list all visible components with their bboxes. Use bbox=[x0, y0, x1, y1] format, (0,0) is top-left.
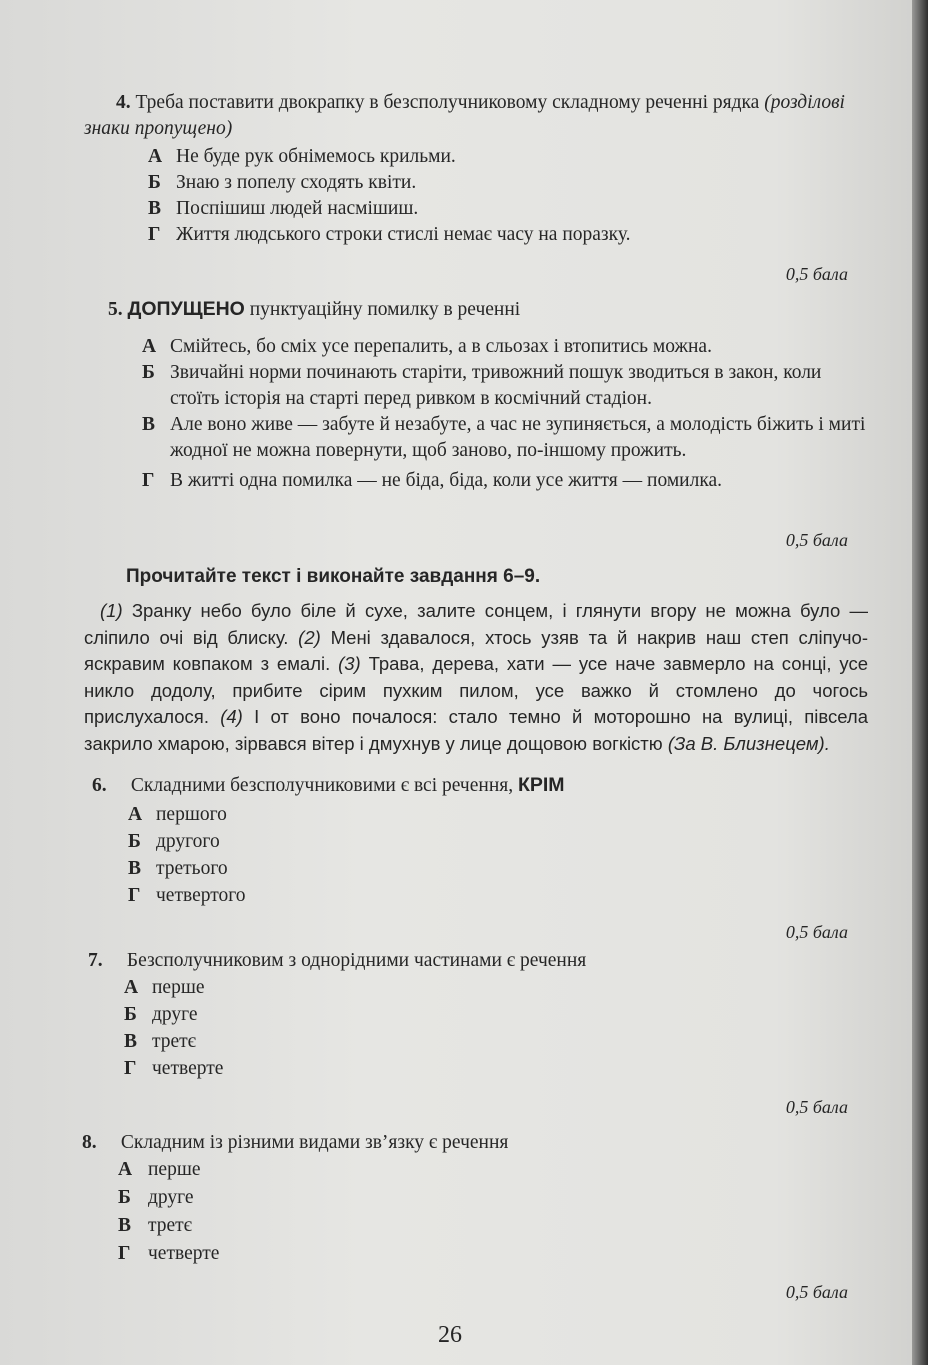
sentence-3-number: (3) bbox=[338, 653, 361, 674]
question-7-number: 7. bbox=[88, 950, 103, 971]
question-8-option-b[interactable]: Б друге bbox=[118, 1187, 194, 1208]
sentence-1: Зранку небо було біле й сухе, залите сонцем, і глянути вгору не можна було — сліпило очі від блиску. bbox=[84, 600, 868, 648]
question-7-stem: Безсполучниковим з однорідними частинами є речення bbox=[126, 950, 587, 971]
question-5-options bbox=[142, 334, 868, 494]
question-6-option-a[interactable]: А першого bbox=[128, 804, 227, 825]
question-4-stem: Треба поставити двокрапку в безсполучниковому складному реченні рядка bbox=[135, 92, 760, 113]
question-5-score: 0,5 бала bbox=[785, 530, 848, 550]
sentence-2: Мені здавалося, хтось узяв та й накрив наш степ сліпучо-яскравим ковпаком з емалі. bbox=[84, 626, 869, 674]
question-8-text bbox=[82, 1130, 858, 1156]
question-5-option-d[interactable]: Г В житті одна помилка — не біда, біда, коли усе життя — помилка. bbox=[142, 470, 723, 491]
sentence-4: І от воно почалося: стало темно й моторошно на вулиці, півсела закрило хмарою, зірвався вітер і дмухнув у лице дощовою вогкістю bbox=[84, 706, 868, 754]
reading-passage bbox=[84, 598, 868, 757]
question-5-option-c[interactable]: В Але воно живе — забуте й незабуте, а час не зупиняється, а молодість біжить і миті жодної не можна повернути, щоб заново, по-іншому прожить. bbox=[142, 414, 866, 461]
page-number: 26 bbox=[438, 1322, 462, 1348]
question-5-stem: пунктуаційну помилку в реченні bbox=[249, 299, 521, 320]
question-6-emphasis: КРІМ bbox=[517, 774, 565, 796]
question-7-option-a[interactable]: А перше bbox=[124, 977, 205, 998]
question-4-option-c[interactable]: В Поспішиш людей насмішиш. bbox=[148, 198, 419, 219]
sentence-4-number: (4) bbox=[220, 706, 243, 727]
sentence-2-number: (2) bbox=[298, 626, 321, 648]
question-7-options bbox=[124, 974, 223, 1082]
question-6-stem: Складними безсполучниковими є всі речення, bbox=[130, 775, 514, 796]
question-6-text bbox=[92, 772, 868, 799]
question-4-number: 4. bbox=[116, 92, 131, 113]
question-7-option-b[interactable]: Б друге bbox=[124, 1004, 198, 1025]
question-6-number: 6. bbox=[92, 775, 107, 796]
question-4-option-b[interactable]: Б Знаю з попелу сходять квіти. bbox=[148, 172, 417, 193]
question-4-options bbox=[148, 144, 868, 248]
question-6-option-b[interactable]: Б другого bbox=[128, 831, 220, 852]
question-8-score: 0,5 бала bbox=[785, 1282, 848, 1302]
question-4-note: (розділові знаки пропущено) bbox=[84, 92, 845, 139]
question-5-number: 5. bbox=[108, 299, 123, 320]
question-5-option-a[interactable]: А Смійтесь, бо сміх усе перепалить, а в сльозах і втопитись можна. bbox=[142, 336, 712, 357]
question-6-option-c[interactable]: В третього bbox=[128, 858, 228, 879]
question-7-score: 0,5 бала bbox=[785, 1097, 848, 1117]
question-7-option-c[interactable]: В третє bbox=[124, 1031, 197, 1052]
question-8-option-c[interactable]: В третє bbox=[118, 1215, 193, 1236]
question-4-score: 0,5 бала bbox=[785, 264, 848, 284]
question-5-emphasis: ДОПУЩЕНО bbox=[127, 298, 245, 320]
question-5-option-b[interactable]: Б Звичайні норми починають старіти, тривожний пошук зводиться в закон, коли стоїть історія на старті перед ривком в космічний стадіон. bbox=[142, 362, 822, 409]
reading-source: (За В. Близнецем). bbox=[667, 732, 830, 754]
reading-title: Прочитайте текст і виконайте завдання 6–9. bbox=[126, 566, 541, 587]
question-8-number: 8. bbox=[82, 1132, 97, 1153]
question-4-text bbox=[84, 90, 860, 142]
sentence-3: Трава, дерева, хати — усе наче завмерло на сонці, усе никло додолу, прибите сірим пухким пилом, усе важко й стомлено до чогось прислухалося. bbox=[84, 653, 868, 727]
question-8-option-a[interactable]: А перше bbox=[118, 1159, 201, 1180]
question-6-score: 0,5 бала bbox=[785, 922, 848, 942]
question-7-option-d[interactable]: Г четверте bbox=[124, 1058, 224, 1079]
question-8-stem: Складним із різними видами зв’язку є речення bbox=[120, 1132, 509, 1153]
page-edge-shadow bbox=[912, 0, 928, 1365]
question-4-option-d[interactable]: Г Життя людського строки стислі немає часу на поразку. bbox=[148, 224, 631, 245]
question-4-option-a[interactable]: А Не буде рук обнімемось крильми. bbox=[148, 146, 456, 167]
question-8-option-d[interactable]: Г четверте bbox=[118, 1243, 220, 1264]
sentence-1-number: (1) bbox=[100, 600, 123, 621]
question-6-options bbox=[128, 801, 246, 909]
question-5-text bbox=[108, 296, 868, 323]
question-6-option-d[interactable]: Г четвертого bbox=[128, 885, 246, 906]
question-8-options bbox=[118, 1156, 219, 1268]
question-7-text bbox=[88, 948, 864, 974]
